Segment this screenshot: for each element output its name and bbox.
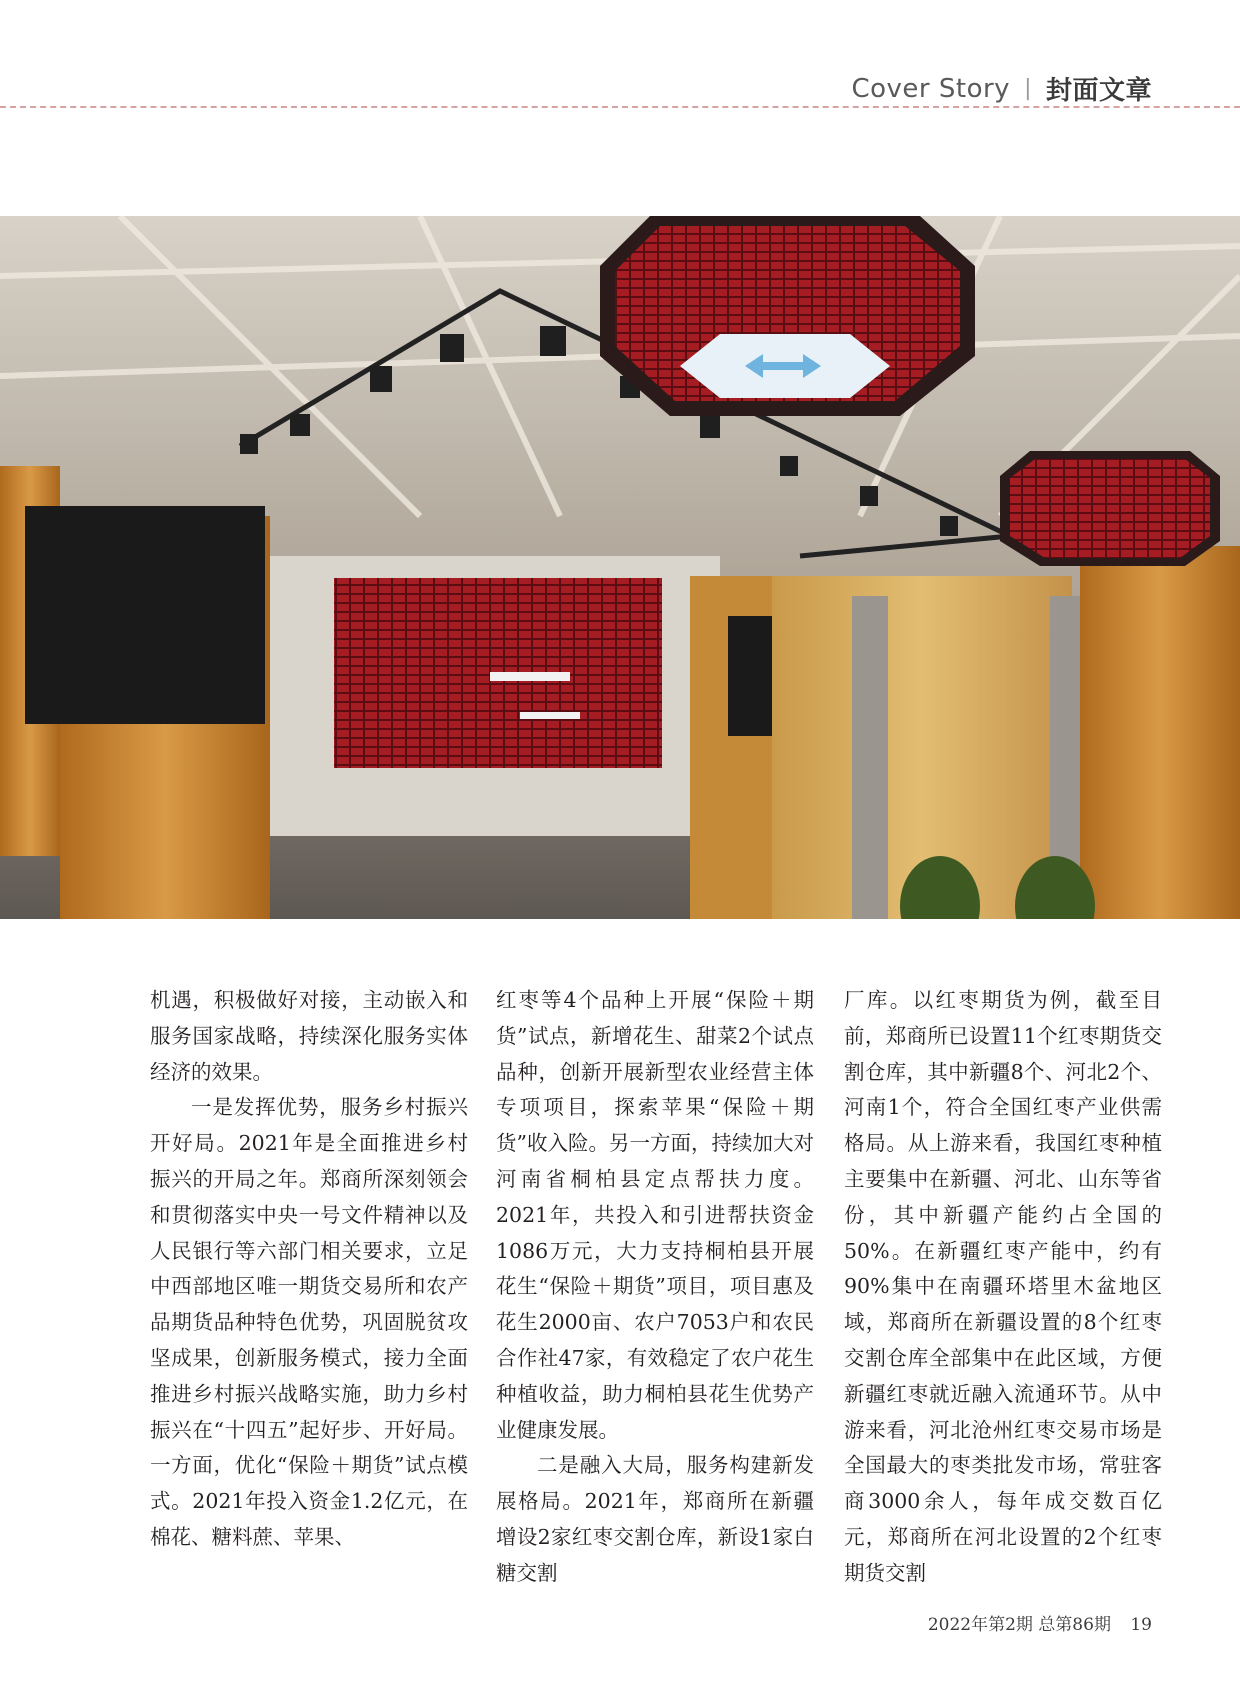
- paragraph: 红枣等4个品种上开展“保险＋期货”试点，新增花生、甜菜2个试点品种，创新开展新型农业经营主体专项项目，探索苹果“保险＋期货”收入险。另一方面，持续加大对河南省桐柏县定点帮扶力度。2021年，共投入和引进帮扶资金1086万元，大力支持桐柏县开展花生“保险＋期货”项目，项目惠及花生2000亩、农户7053户和农民合作社47家，有效稳定了农户花生种植收益，助力桐柏县花生优势产业健康发展。: [496, 988, 814, 1442]
- text-column-1: [150, 983, 468, 1556]
- section-header: [851, 70, 1152, 107]
- section-title-cn: 封面文章: [1045, 76, 1152, 106]
- header-separator: |: [1024, 76, 1032, 101]
- text-column-3: [844, 983, 1162, 1592]
- page-footer: [928, 1610, 1152, 1635]
- page-number: 19: [1130, 1615, 1152, 1635]
- paragraph: 机遇，积极做好对接，主动嵌入和服务国家战略，持续深化服务实体经济的效果。: [150, 988, 468, 1084]
- section-title-en: Cover Story: [851, 73, 1011, 104]
- header-dashed-rule: [0, 106, 1240, 108]
- paragraph: 一是发挥优势，服务乡村振兴开好局。2021年是全面推进乡村振兴的开局之年。郑商所深刻领会和贯彻落实中央一号文件精神以及人民银行等六部门相关要求，立足中西部地区唯一期货交易所和农产品期货品种特色优势，巩固脱贫攻坚成果，创新服务模式，接力全面推进乡村振兴战略实施，助力乡村振兴在“十四五”起好步、开好局。一方面，优化“保险＋期货”试点模式。2021年投入资金1.2亿元，在棉花、糖料蔗、苹果、: [150, 1095, 468, 1549]
- trading-floor-photo: [0, 216, 1240, 919]
- paragraph: 二是融入大局，服务构建新发展格局。2021年，郑商所在新疆增设2家红枣交割仓库，新设1家白糖交割: [496, 1453, 814, 1585]
- text-column-2: [496, 983, 814, 1592]
- paragraph: 厂库。以红枣期货为例，截至目前，郑商所已设置11个红枣期货交割仓库，其中新疆8个、河北2个、河南1个，符合全国红枣产业供需格局。从上游来看，我国红枣种植主要集中在新疆、河北、山东等省份，其中新疆产能约占全国的50%。在新疆红枣产能中，约有90%集中在南疆环塔里木盆地区域，郑商所在新疆设置的8个红枣交割仓库全部集中在此区域，方便新疆红枣就近融入流通环节。从中游来看，河北沧州红枣交易市场是全国最大的枣类批发市场，常驻客商3000余人，每年成交数百亿元，郑商所在河北设置的2个红枣期货交割: [844, 988, 1162, 1585]
- issue-info: 2022年第2期 总第86期: [927, 1615, 1111, 1635]
